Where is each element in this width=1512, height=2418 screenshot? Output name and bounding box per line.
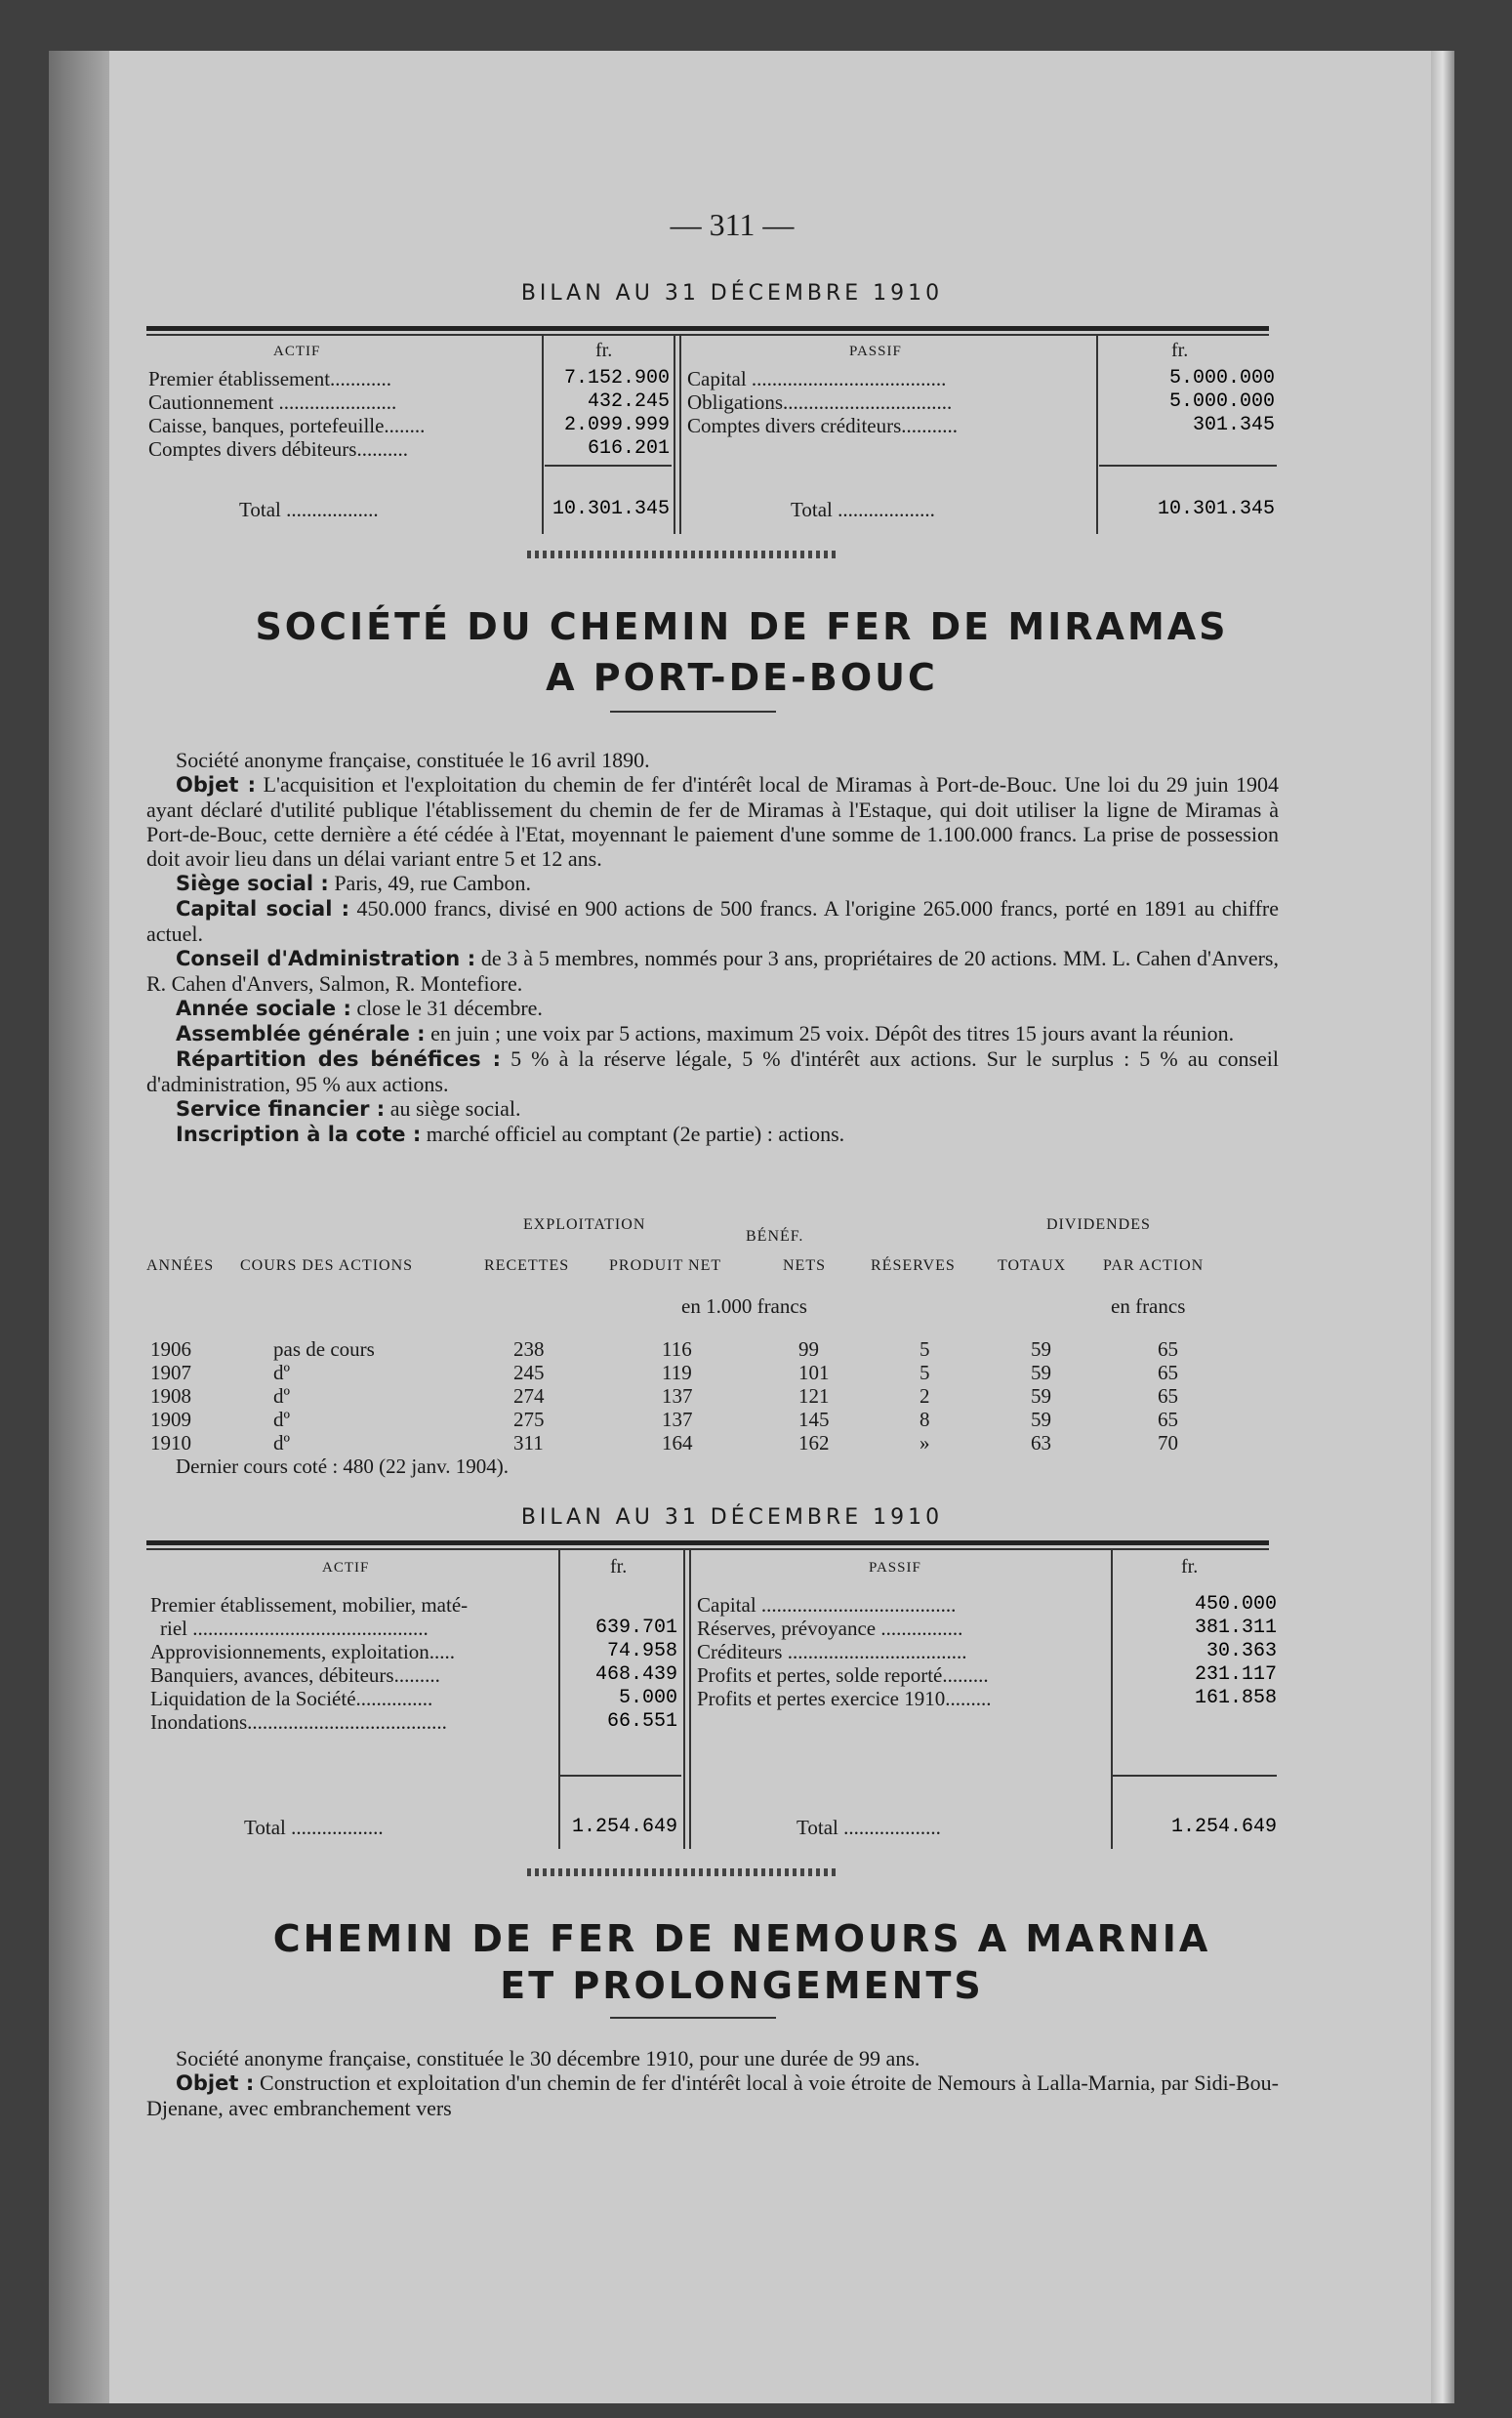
bilan-1-total-actif: 10.301.345 bbox=[552, 498, 670, 520]
section-1-body bbox=[146, 748, 1279, 1147]
col-annees: ANNÉES bbox=[146, 1257, 215, 1274]
ornament-divider bbox=[527, 1868, 839, 1876]
page-number: — 311 — bbox=[670, 207, 795, 242]
col-produit-net: PRODUIT NET bbox=[609, 1257, 722, 1274]
bilan-2-actif-value: 5.000 bbox=[618, 1687, 677, 1709]
bilan-2-actif-row: Liquidation de la Société............... bbox=[150, 1687, 433, 1710]
service-label: Service financier : bbox=[176, 1097, 386, 1121]
bilan-1-fr-left: fr. bbox=[595, 340, 613, 361]
intro-line: Société anonyme française, constituée le 16 avril 1890. bbox=[176, 748, 650, 772]
bilan-2-actif-value: 639.701 bbox=[594, 1617, 677, 1639]
bilan-2-actif-value: 468.439 bbox=[594, 1663, 677, 1686]
bilan-1-passif-row: Obligations................................. bbox=[687, 390, 953, 414]
bilan-2-passif-value: 161.858 bbox=[1194, 1687, 1277, 1709]
repartition-text: 5 % à la réserve légale, 5 % d'intérêt aux actions. Sur le surplus : 5 % au conseil d'administration, 95 % aux actions. bbox=[146, 1046, 1280, 1096]
bilan-2-fr-left: fr. bbox=[610, 1556, 628, 1578]
inscription-paragraph bbox=[146, 1122, 1279, 1147]
bilan-2-passif-row: Réserves, prévoyance ................ bbox=[697, 1617, 963, 1640]
bilan-1-actif-row: Premier établissement............ bbox=[148, 367, 392, 390]
objet-paragraph bbox=[146, 772, 1279, 871]
unit-milliers: en 1.000 francs bbox=[681, 1294, 807, 1318]
objet-text: L'acquisition et l'exploitation du chemin de fer d'intérêt local de Miramas à Port-de-Bouc. Une loi du 29 juin 1904 ayant déclaré d'utilité publique l'établissement du chemin de fer de Miramas à l'Estaque, qui doit utiliser la ligne de Miramas à Port-de-Bouc, cette dernière a été cédée à l'Etat, moyennant le paiement d'une somme de 1.100.000 francs. La prise de possession doit avoir lieu dans un délai variant entre 5 et 12 ans. bbox=[146, 772, 1280, 871]
bilan-2-fr-right: fr. bbox=[1181, 1556, 1199, 1578]
conseil-text: de 3 à 5 membres, nommés pour 3 ans, propriétaires de 20 actions. MM. L. Cahen d'Anvers, R. Cahen d'Anvers, Salmon, R. Montefiore. bbox=[146, 946, 1279, 996]
capital-paragraph bbox=[146, 896, 1279, 946]
ornament-divider bbox=[527, 551, 839, 558]
bilan-1-actif-value: 7.152.900 bbox=[563, 367, 670, 389]
assemblee-paragraph bbox=[146, 1021, 1279, 1046]
siege-label: Siège social : bbox=[176, 872, 329, 895]
unit-francs: en francs bbox=[1111, 1294, 1186, 1318]
annee-label: Année sociale : bbox=[176, 997, 351, 1020]
bilan-2-total-label-right: Total ................... bbox=[797, 1816, 941, 1839]
siege-text: Paris, 49, rue Cambon. bbox=[334, 871, 531, 895]
table-row: 1909 dº 275 137 145 8 59 65 bbox=[150, 1408, 1178, 1431]
bilan-1-passif-value: 5.000.000 bbox=[1168, 367, 1275, 389]
bilan-2-passif-row: Capital ...................................... bbox=[697, 1593, 957, 1617]
objet-label: Objet : bbox=[176, 773, 257, 797]
page-edge bbox=[1431, 51, 1454, 2403]
inscription-label: Inscription à la cote : bbox=[176, 1123, 422, 1146]
bilan-1-actif-value: 2.099.999 bbox=[563, 414, 670, 436]
siege-paragraph bbox=[146, 871, 1279, 896]
bilan-2-actif-header: ACTIF bbox=[322, 1560, 370, 1576]
bilan-2-actif-row: Approvisionnements, exploitation..... bbox=[150, 1640, 456, 1663]
bilan-2-passif-value: 381.311 bbox=[1194, 1617, 1277, 1639]
bilan-2-actif-row: Inondations....................................... bbox=[150, 1710, 447, 1734]
bilan-2-total-actif: 1.254.649 bbox=[571, 1816, 677, 1838]
assemblee-label: Assemblée générale : bbox=[176, 1022, 426, 1045]
col-par-action: PAR ACTION bbox=[1103, 1257, 1205, 1274]
bilan-1-passif-value: 301.345 bbox=[1192, 414, 1275, 436]
dernier-cours: Dernier cours coté : 480 (22 janv. 1904). bbox=[176, 1455, 509, 1478]
bilan-1-total-passif: 10.301.345 bbox=[1157, 498, 1275, 520]
stats-table-body bbox=[146, 1337, 1279, 1479]
bilan-1-actif-value: 616.201 bbox=[587, 437, 670, 460]
table-row: 1908 dº 274 137 121 2 59 65 bbox=[150, 1384, 1178, 1408]
table-row: 1907 dº 245 119 101 5 59 65 bbox=[150, 1361, 1178, 1384]
bilan-1-heading: BILAN AU 31 DÉCEMBRE 1910 bbox=[520, 281, 944, 306]
bilan-2-passif-header: PASSIF bbox=[869, 1560, 921, 1576]
bilan-2-passif-row: Créditeurs ................................... bbox=[697, 1640, 967, 1663]
service-paragraph bbox=[146, 1096, 1279, 1122]
bilan-1-passif-row: Comptes divers créditeurs........... bbox=[687, 414, 959, 437]
bilan-1-actif-row: Cautionnement ....................... bbox=[148, 390, 397, 414]
conseil-paragraph bbox=[146, 946, 1279, 996]
bilan-2-passif-value: 30.363 bbox=[1206, 1640, 1277, 1662]
section-2-title-line-1: CHEMIN DE FER DE NEMOURS A MARNIA bbox=[272, 1917, 1211, 1960]
bilan-1-total-label-right: Total ................... bbox=[791, 498, 935, 521]
capital-label: Capital social : bbox=[176, 897, 350, 921]
bilan-1-total-label: Total .................. bbox=[239, 498, 379, 521]
table-row: 1906 pas de cours 238 116 99 5 59 65 bbox=[150, 1337, 1178, 1361]
bilan-2-actif-row: Banquiers, avances, débiteurs......... bbox=[150, 1663, 440, 1687]
bilan-2-heading: BILAN AU 31 DÉCEMBRE 1910 bbox=[520, 1505, 944, 1530]
bilan-1-passif-header: PASSIF bbox=[849, 344, 902, 359]
bilan-1-actif-row: Caisse, banques, portefeuille........ bbox=[148, 414, 426, 437]
col-reserves: RÉSERVES bbox=[871, 1257, 956, 1274]
repartition-label: Répartition des bénéfices : bbox=[176, 1047, 501, 1071]
bilan-2-actif-row: riel .............................................. bbox=[160, 1617, 429, 1640]
assemblee-text: en juin ; une voix par 5 actions, maximum 25 voix. Dépôt des titres 15 jours avant la réunion. bbox=[430, 1021, 1235, 1045]
section-2-objet bbox=[146, 2070, 1279, 2120]
section-2-title-line-2: ET PROLONGEMENTS bbox=[500, 1964, 984, 2007]
service-text: au siège social. bbox=[389, 1096, 521, 1121]
col-nets: NETS bbox=[783, 1257, 826, 1274]
bilan-1-passif-value: 5.000.000 bbox=[1168, 390, 1275, 413]
bilan-1-actif-header: ACTIF bbox=[273, 344, 321, 359]
bilan-1-actif-value: 432.245 bbox=[587, 390, 670, 413]
repartition-paragraph bbox=[146, 1046, 1279, 1096]
section-1-title-line-2: A PORT-DE-BOUC bbox=[546, 656, 938, 699]
section-2-objet-text: Construction et exploitation d'un chemin de fer d'intérêt local à voie étroite de Nemours à Lalla-Marnia, par Sidi-Bou-Djenane, avec embranchement vers bbox=[146, 2070, 1280, 2120]
bilan-2-total-label: Total .................. bbox=[244, 1816, 384, 1839]
bilan-2-actif-row: Premier établissement, mobilier, maté- bbox=[150, 1593, 469, 1617]
bilan-2-total-passif: 1.254.649 bbox=[1170, 1816, 1277, 1838]
annee-text: close le 31 décembre. bbox=[356, 996, 543, 1020]
bilan-2-actif-value: 66.551 bbox=[606, 1710, 677, 1733]
bilan-2-actif-value: 74.958 bbox=[606, 1640, 677, 1662]
annee-paragraph bbox=[146, 996, 1279, 1021]
book-page bbox=[49, 51, 1454, 2403]
bilan-2-passif-row: Profits et pertes exercice 1910......... bbox=[697, 1687, 992, 1710]
bilan-1-fr-right: fr. bbox=[1171, 340, 1189, 361]
capital-text: 450.000 francs, divisé en 900 actions de 500 francs. A l'origine 265.000 francs, porté en 1891 au chiffre actuel. bbox=[146, 896, 1280, 946]
table-row: 1910 dº 311 164 162 » 63 70 bbox=[150, 1431, 1178, 1455]
col-cours: COURS DES ACTIONS bbox=[240, 1257, 414, 1274]
bilan-1-passif-row: Capital ...................................... bbox=[687, 367, 947, 390]
page-gutter bbox=[49, 51, 109, 2403]
inscription-text: marché officiel au comptant (2e partie) : actions. bbox=[426, 1122, 845, 1146]
dividendes-header: DIVIDENDES bbox=[1046, 1216, 1151, 1233]
exploitation-header: EXPLOITATION bbox=[523, 1216, 646, 1233]
section-1-title-line-1: SOCIÉTÉ DU CHEMIN DE FER DE MIRAMAS bbox=[255, 605, 1229, 648]
bilan-2-passif-row: Profits et pertes, solde reporté......... bbox=[697, 1663, 989, 1687]
bilan-2-passif-value: 450.000 bbox=[1194, 1593, 1277, 1616]
section-2-body bbox=[146, 2046, 1279, 2120]
col-recettes: RECETTES bbox=[484, 1257, 570, 1274]
section-2-objet-label: Objet : bbox=[176, 2071, 255, 2095]
section-2-intro: Société anonyme française, constituée le 30 décembre 1910, pour une durée de 99 ans. bbox=[176, 2046, 920, 2070]
benef-header: BÉNÉF. bbox=[746, 1228, 804, 1245]
bilan-1-actif-row: Comptes divers débiteurs.......... bbox=[148, 437, 408, 461]
conseil-label: Conseil d'Administration : bbox=[176, 947, 476, 970]
col-totaux: TOTAUX bbox=[998, 1257, 1067, 1274]
bilan-2-passif-value: 231.117 bbox=[1194, 1663, 1277, 1686]
